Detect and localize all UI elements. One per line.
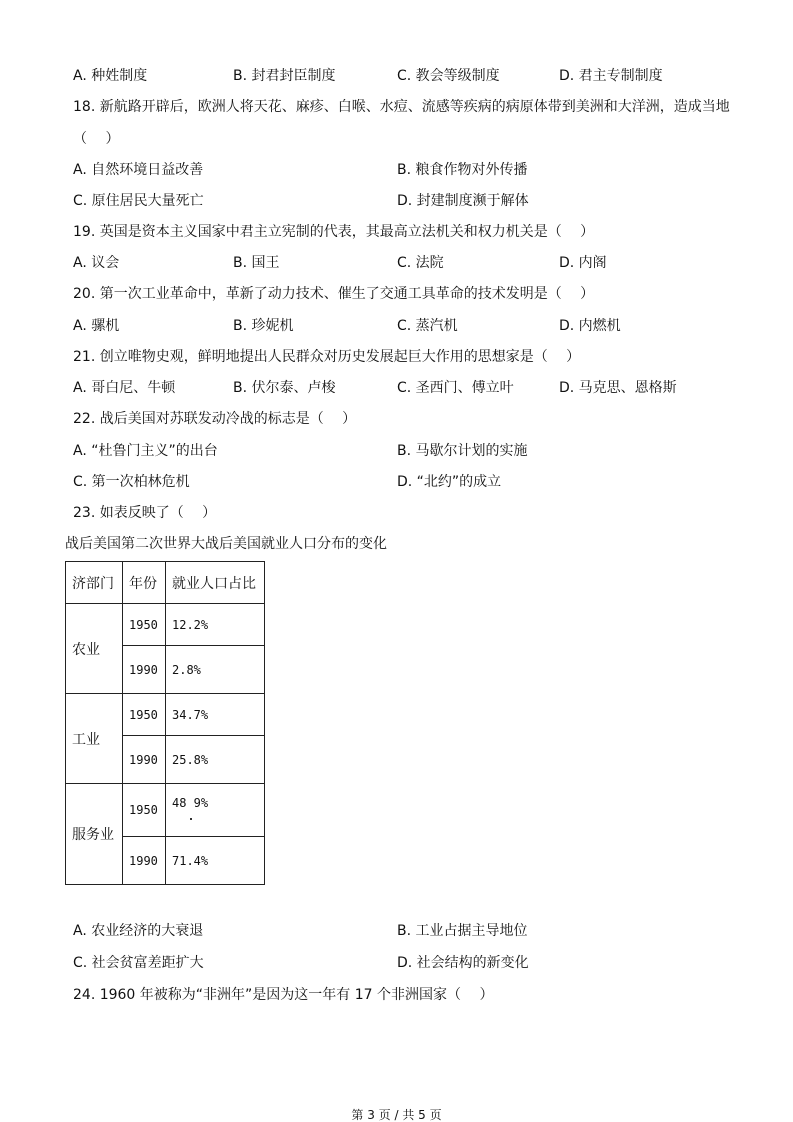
- q18-option-d: D. 封建制度濒于解体: [397, 193, 529, 209]
- q19-stem: 19. 英国是资本主义国家中君主立宪制的代表，其最高立法机关和权力机关是（ ）: [73, 224, 595, 240]
- q23-option-a: A. 农业经济的大衰退: [73, 923, 204, 939]
- table-caption: 战后美国第二次世界大战后美国就业人口分布的变化: [65, 536, 387, 552]
- header-share: 就业人口占比: [166, 562, 265, 604]
- q23-option-d: D. 社会结构的新变化: [397, 955, 529, 971]
- stray-dot: [190, 818, 192, 820]
- q23-option-b: B. 工业占据主导地位: [397, 923, 528, 939]
- q23-option-c: C. 社会贫富差距扩大: [73, 955, 204, 971]
- year-cell: 1950: [123, 694, 166, 736]
- q24-stem: 24. 1960 年被称为“非洲年”是因为这一年有 17 个非洲国家（ ）: [73, 987, 494, 1003]
- q22-option-b: B. 马歇尔计划的实施: [397, 443, 528, 459]
- q23-stem: 23. 如表反映了（ ）: [73, 505, 217, 521]
- q17-option-b: B. 封君封臣制度: [233, 68, 336, 84]
- q21-stem: 21. 创立唯物史观，鲜明地提出人民群众对历史发展起巨大作用的思想家是（ ）: [73, 349, 581, 365]
- sector-cell: 工业: [66, 694, 123, 784]
- q18-stem: 18. 新航路开辟后，欧洲人将天花、麻疹、白喉、水痘、流感等疾病的病原体带到美洲和大洋洲，造成当地: [73, 99, 730, 115]
- q22-option-c: C. 第一次柏林危机: [73, 474, 190, 490]
- share-cell: 48 9%: [166, 784, 265, 837]
- q22-option-a: A. “杜鲁门主义”的出台: [73, 443, 218, 459]
- year-cell: 1950: [123, 604, 166, 646]
- q19-option-b: B. 国王: [233, 255, 280, 271]
- q21-option-d: D. 马克思、恩格斯: [559, 380, 677, 396]
- header-year: 年份: [123, 562, 166, 604]
- year-cell: 1950: [123, 784, 166, 837]
- q18-option-a: A. 自然环境日益改善: [73, 162, 204, 178]
- q22-option-d: D. “北约”的成立: [397, 474, 502, 490]
- sector-cell: 服务业: [66, 784, 123, 885]
- header-sector: 济部门: [66, 562, 123, 604]
- q22-stem: 22. 战后美国对苏联发动冷战的标志是（ ）: [73, 411, 357, 427]
- q21-option-a: A. 哥白尼、牛顿: [73, 380, 176, 396]
- q18-option-b: B. 粮食作物对外传播: [397, 162, 528, 178]
- q17-option-d: D. 君主专制制度: [559, 68, 663, 84]
- q19-option-c: C. 法院: [397, 255, 444, 271]
- q20-option-a: A. 骡机: [73, 318, 120, 334]
- q21-option-c: C. 圣西门、傅立叶: [397, 380, 514, 396]
- q17-option-a: A. 种姓制度: [73, 68, 148, 84]
- q20-option-b: B. 珍妮机: [233, 318, 294, 334]
- year-cell: 1990: [123, 736, 166, 784]
- share-cell: 71.4%: [166, 837, 265, 885]
- employment-table: [65, 561, 265, 885]
- share-cell: 12.2%: [166, 604, 265, 646]
- page-footer: 第 3 页 / 共 5 页: [351, 1108, 442, 1122]
- q19-option-a: A. 议会: [73, 255, 120, 271]
- q18-option-c: C. 原住居民大量死亡: [73, 193, 204, 209]
- year-cell: 1990: [123, 837, 166, 885]
- share-cell: 25.8%: [166, 736, 265, 784]
- share-cell: 2.8%: [166, 646, 265, 694]
- q20-option-c: C. 蒸汽机: [397, 318, 458, 334]
- q19-option-d: D. 内阁: [559, 255, 607, 271]
- sector-cell: 农业: [66, 604, 123, 694]
- q21-option-b: B. 伏尔泰、卢梭: [233, 380, 336, 396]
- q17-option-c: C. 教会等级制度: [397, 68, 500, 84]
- share-cell: 34.7%: [166, 694, 265, 736]
- q20-stem: 20. 第一次工业革命中，革新了动力技术、催生了交通工具革命的技术发明是（ ）: [73, 286, 595, 302]
- q18-stem-blank: （ ）: [73, 131, 120, 147]
- year-cell: 1990: [123, 646, 166, 694]
- q20-option-d: D. 内燃机: [559, 318, 621, 334]
